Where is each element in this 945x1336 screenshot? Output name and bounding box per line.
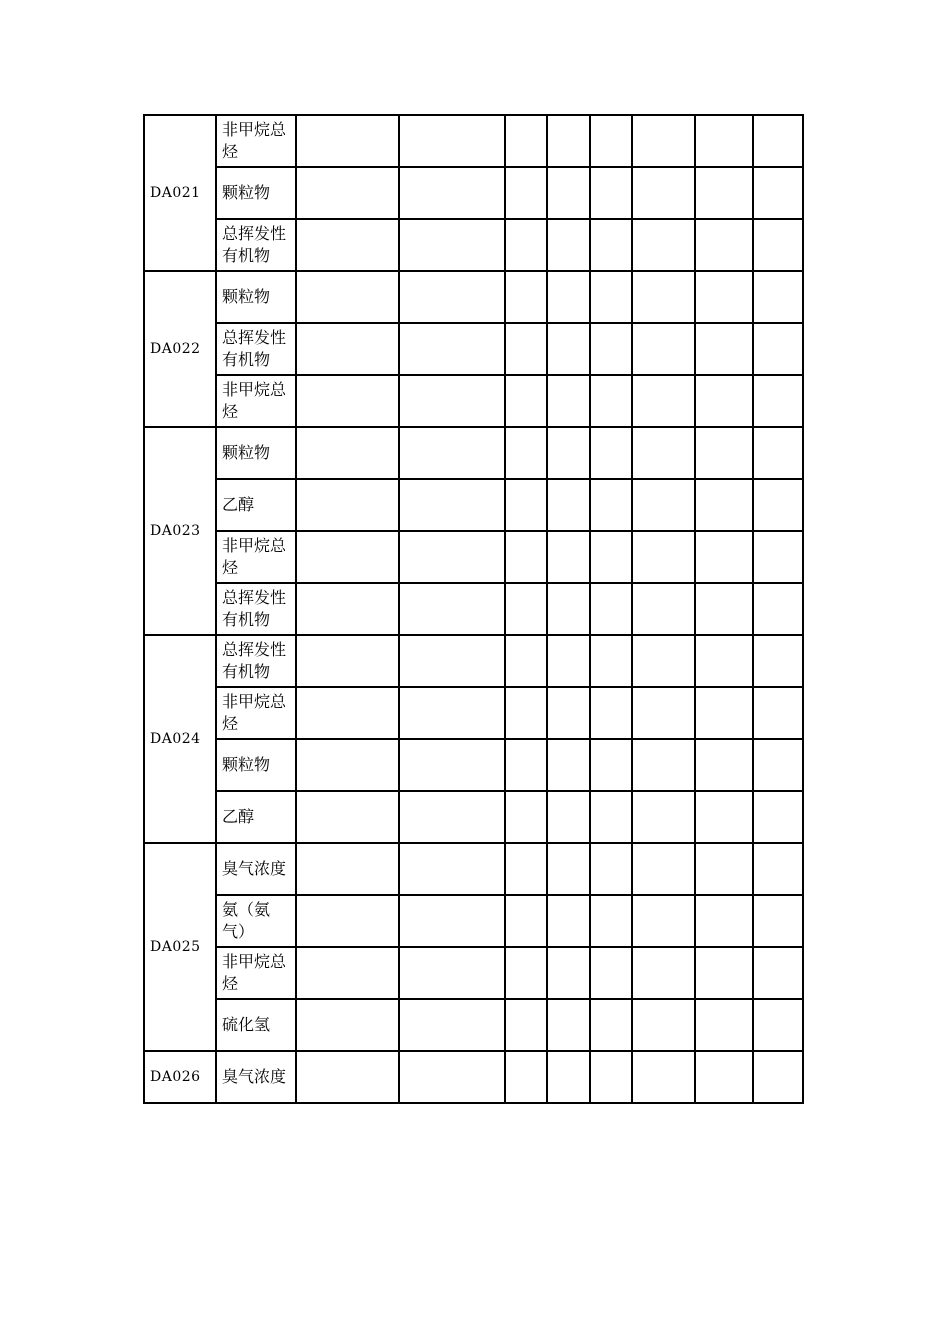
empty-cell [296,271,399,323]
table-row [144,219,803,271]
empty-cell [399,947,505,999]
empty-cell [632,791,695,843]
empty-cell [632,687,695,739]
table-body [144,115,803,1103]
empty-cell [695,323,753,375]
emission-table [143,114,804,1104]
pollutant-cell: 乙醇 [216,791,296,843]
empty-cell [632,583,695,635]
empty-cell [590,427,632,479]
empty-cell [590,687,632,739]
empty-cell [590,531,632,583]
empty-cell [505,427,547,479]
empty-cell [695,1051,753,1103]
empty-cell [505,739,547,791]
empty-cell [296,739,399,791]
empty-cell [753,635,803,687]
empty-cell [753,531,803,583]
table-row [144,895,803,947]
empty-cell [753,843,803,895]
empty-cell [505,167,547,219]
table-row [144,635,803,687]
table-row [144,115,803,167]
empty-cell [753,479,803,531]
empty-cell [296,947,399,999]
pollutant-cell: 臭气浓度 [216,843,296,895]
empty-cell [505,791,547,843]
empty-cell [695,687,753,739]
empty-cell [632,375,695,427]
table-row [144,1051,803,1103]
empty-cell [695,167,753,219]
empty-cell [547,115,590,167]
empty-cell [547,843,590,895]
empty-cell [505,843,547,895]
empty-cell [505,531,547,583]
empty-cell [753,219,803,271]
empty-cell [296,635,399,687]
empty-cell [399,271,505,323]
empty-cell [399,791,505,843]
empty-cell [695,895,753,947]
pollutant-cell: 颗粒物 [216,427,296,479]
empty-cell [547,531,590,583]
empty-cell [695,271,753,323]
empty-cell [590,947,632,999]
pollutant-cell: 总挥发性有机物 [216,635,296,687]
empty-cell [632,479,695,531]
empty-cell [547,375,590,427]
empty-cell [399,1051,505,1103]
table-row [144,271,803,323]
empty-cell [695,531,753,583]
empty-cell [399,895,505,947]
outlet-id-cell: DA025 [144,843,216,1051]
empty-cell [753,739,803,791]
empty-cell [590,375,632,427]
empty-cell [547,791,590,843]
empty-cell [590,791,632,843]
outlet-id-cell: DA023 [144,427,216,635]
empty-cell [399,531,505,583]
pollutant-cell: 总挥发性有机物 [216,219,296,271]
empty-cell [695,843,753,895]
empty-cell [547,739,590,791]
empty-cell [399,167,505,219]
empty-cell [505,947,547,999]
table-row [144,791,803,843]
empty-cell [753,271,803,323]
empty-cell [590,739,632,791]
pollutant-cell: 乙醇 [216,479,296,531]
empty-cell [590,895,632,947]
empty-cell [695,479,753,531]
empty-cell [590,115,632,167]
empty-cell [590,219,632,271]
empty-cell [296,895,399,947]
empty-cell [399,375,505,427]
outlet-id-cell: DA026 [144,1051,216,1103]
pollutant-cell: 臭气浓度 [216,1051,296,1103]
table-row [144,531,803,583]
empty-cell [505,115,547,167]
empty-cell [505,323,547,375]
empty-cell [632,323,695,375]
empty-cell [753,167,803,219]
empty-cell [590,323,632,375]
empty-cell [695,791,753,843]
empty-cell [590,479,632,531]
pollutant-cell: 总挥发性有机物 [216,323,296,375]
empty-cell [632,739,695,791]
empty-cell [547,479,590,531]
empty-cell [590,583,632,635]
empty-cell [505,1051,547,1103]
empty-cell [296,479,399,531]
pollutant-cell: 颗粒物 [216,271,296,323]
empty-cell [547,687,590,739]
empty-cell [296,323,399,375]
empty-cell [695,375,753,427]
pollutant-cell: 颗粒物 [216,167,296,219]
table-row [144,583,803,635]
pollutant-cell: 硫化氢 [216,999,296,1051]
empty-cell [547,895,590,947]
empty-cell [296,583,399,635]
empty-cell [632,999,695,1051]
table-row [144,323,803,375]
empty-cell [695,999,753,1051]
empty-cell [753,427,803,479]
empty-cell [505,895,547,947]
empty-cell [695,115,753,167]
empty-cell [399,323,505,375]
empty-cell [590,635,632,687]
pollutant-cell: 非甲烷总烃 [216,947,296,999]
empty-cell [753,947,803,999]
empty-cell [296,687,399,739]
table-row [144,375,803,427]
pollutant-cell: 氨（氨气） [216,895,296,947]
empty-cell [753,895,803,947]
empty-cell [695,583,753,635]
empty-cell [399,427,505,479]
empty-cell [547,1051,590,1103]
empty-cell [695,219,753,271]
table-row [144,427,803,479]
empty-cell [753,999,803,1051]
table-row [144,687,803,739]
empty-cell [753,375,803,427]
table-row [144,999,803,1051]
empty-cell [547,999,590,1051]
empty-cell [296,843,399,895]
empty-cell [753,583,803,635]
empty-cell [590,271,632,323]
empty-cell [753,687,803,739]
empty-cell [632,167,695,219]
table-row [144,739,803,791]
empty-cell [296,115,399,167]
pollutant-cell: 非甲烷总烃 [216,375,296,427]
empty-cell [632,895,695,947]
empty-cell [695,947,753,999]
empty-cell [296,427,399,479]
empty-cell [632,531,695,583]
empty-cell [632,947,695,999]
empty-cell [547,167,590,219]
empty-cell [632,843,695,895]
empty-cell [695,427,753,479]
outlet-id-cell: DA022 [144,271,216,427]
empty-cell [399,999,505,1051]
pollutant-cell: 总挥发性有机物 [216,583,296,635]
empty-cell [296,999,399,1051]
empty-cell [505,999,547,1051]
empty-cell [547,427,590,479]
table-row [144,479,803,531]
empty-cell [590,167,632,219]
empty-cell [632,115,695,167]
empty-cell [590,843,632,895]
table-row [144,167,803,219]
empty-cell [505,583,547,635]
empty-cell [296,219,399,271]
empty-cell [505,479,547,531]
empty-cell [399,739,505,791]
empty-cell [547,219,590,271]
empty-cell [399,479,505,531]
empty-cell [632,427,695,479]
empty-cell [547,323,590,375]
empty-cell [296,167,399,219]
empty-cell [695,635,753,687]
empty-cell [632,1051,695,1103]
empty-cell [590,999,632,1051]
empty-cell [296,531,399,583]
pollutant-cell: 颗粒物 [216,739,296,791]
empty-cell [399,843,505,895]
empty-cell [505,271,547,323]
empty-cell [753,791,803,843]
empty-cell [399,219,505,271]
empty-cell [505,375,547,427]
empty-cell [632,635,695,687]
table-row [144,843,803,895]
empty-cell [399,687,505,739]
empty-cell [547,947,590,999]
empty-cell [632,219,695,271]
pollutant-cell: 非甲烷总烃 [216,115,296,167]
empty-cell [753,323,803,375]
outlet-id-cell: DA024 [144,635,216,843]
empty-cell [632,271,695,323]
pollutant-cell: 非甲烷总烃 [216,531,296,583]
empty-cell [753,1051,803,1103]
empty-cell [296,791,399,843]
empty-cell [296,1051,399,1103]
table-row [144,947,803,999]
empty-cell [296,375,399,427]
empty-cell [399,635,505,687]
outlet-id-cell: DA021 [144,115,216,271]
empty-cell [753,115,803,167]
empty-cell [547,583,590,635]
pollutant-cell: 非甲烷总烃 [216,687,296,739]
empty-cell [547,635,590,687]
empty-cell [505,219,547,271]
empty-cell [590,1051,632,1103]
empty-cell [695,739,753,791]
empty-cell [505,635,547,687]
empty-cell [399,115,505,167]
empty-cell [399,583,505,635]
empty-cell [505,687,547,739]
empty-cell [547,271,590,323]
